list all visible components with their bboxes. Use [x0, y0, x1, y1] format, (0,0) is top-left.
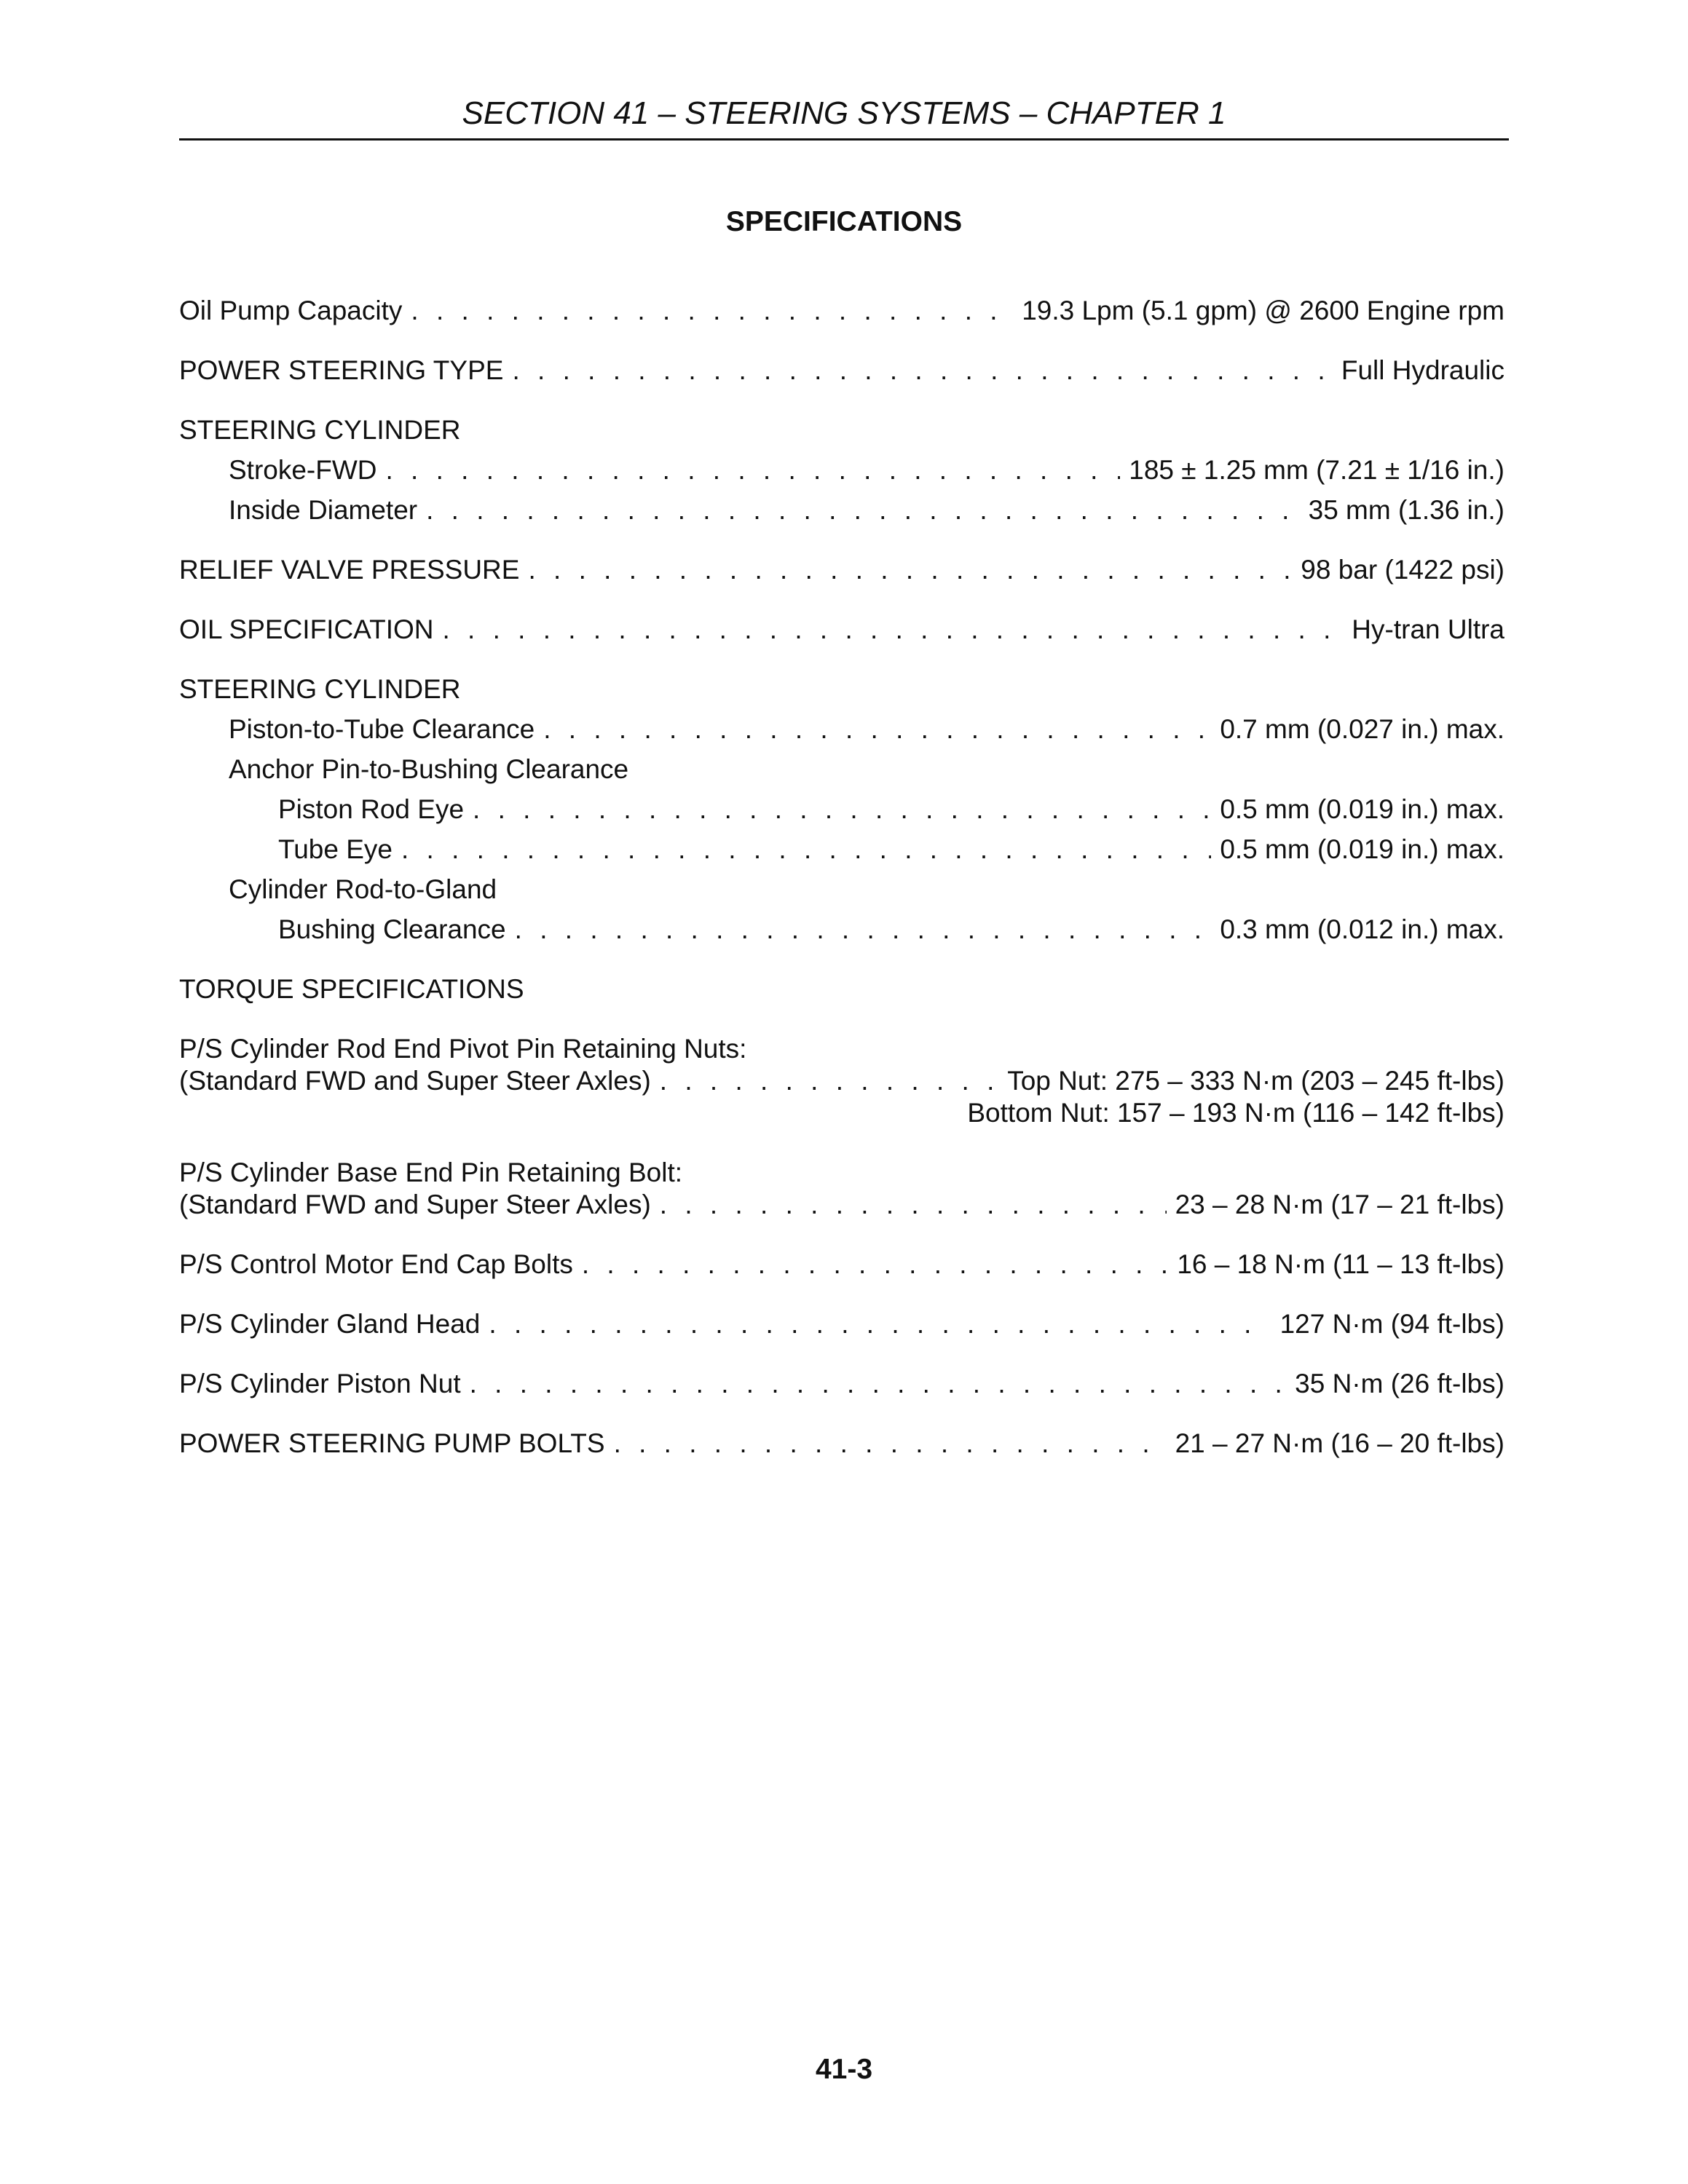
spec-value: 0.3 mm (0.012 in.) max.: [1220, 914, 1504, 944]
spec-value: 35 mm (1.36 in.): [1308, 495, 1504, 525]
spec-row-end-cap: [179, 1249, 1504, 1281]
dot-leader: [473, 794, 1211, 826]
spec-value: 23 – 28 N·m (17 – 21 ft-lbs): [1175, 1190, 1504, 1219]
dot-leader: [443, 614, 1344, 646]
spec-label: (Standard FWD and Super Steer Axles): [179, 1066, 651, 1096]
dot-leader: [614, 1428, 1167, 1460]
dot-leader: [543, 713, 1211, 745]
group-title-steering-cylinder-2: STEERING CYLINDER: [179, 674, 461, 704]
spec-row-oil-spec: [179, 614, 1504, 646]
spec-value: 16 – 18 N·m (11 – 13 ft-lbs): [1177, 1249, 1504, 1279]
spec-label: Piston Rod Eye: [278, 794, 465, 824]
spec-row-gland-head: [179, 1308, 1504, 1340]
spec-value: Full Hydraulic: [1341, 355, 1504, 385]
subgroup-title-rod-to-gland: Cylinder Rod-to-Gland: [229, 874, 497, 904]
spec-label: Bushing Clearance: [278, 914, 506, 944]
spec-label: P/S Cylinder Piston Nut: [179, 1369, 461, 1398]
page-header: SECTION 41 – STEERING SYSTEMS – CHAPTER 1: [462, 95, 1226, 131]
spec-value: 0.7 mm (0.027 in.) max.: [1220, 714, 1504, 744]
spec-value: 98 bar (1422 psi): [1301, 555, 1504, 585]
header-rule: [179, 138, 1509, 141]
spec-value: 21 – 27 N·m (16 – 20 ft-lbs): [1175, 1428, 1504, 1458]
spec-row-piston-nut: [179, 1368, 1504, 1400]
dot-leader: [411, 295, 1013, 327]
spec-row-inside-diameter: [179, 494, 1504, 526]
spec-row-ps-type: [179, 355, 1504, 387]
spec-label: Inside Diameter: [229, 495, 418, 525]
spec-title-base-end: P/S Cylinder Base End Pin Retaining Bolt:: [179, 1158, 683, 1187]
spec-label: (Standard FWD and Super Steer Axles): [179, 1190, 651, 1219]
spec-row-bushing-clearance: [179, 914, 1504, 946]
page-number: 41-3: [815, 2054, 873, 2085]
group-title-torque: TORQUE SPECIFICATIONS: [179, 974, 524, 1004]
spec-label: RELIEF VALVE PRESSURE: [179, 555, 520, 585]
subgroup-title-anchor-pin: Anchor Pin-to-Bushing Clearance: [229, 754, 629, 784]
spec-value: 185 ± 1.25 mm (7.21 ± 1/16 in.): [1129, 455, 1504, 485]
spec-row-tube-eye: [179, 834, 1504, 866]
spec-row-relief: [179, 554, 1504, 586]
dot-leader: [515, 914, 1212, 946]
dot-leader: [470, 1368, 1287, 1400]
spec-value: 35 N·m (26 ft-lbs): [1295, 1369, 1504, 1398]
spec-label: Oil Pump Capacity: [179, 296, 403, 325]
dot-leader: [582, 1249, 1168, 1281]
spec-label: POWER STEERING TYPE: [179, 355, 504, 385]
dot-leader: [660, 1065, 998, 1097]
dot-leader: [489, 1308, 1271, 1340]
spec-row-piston-tube: [179, 713, 1504, 745]
spec-title-rod-end: P/S Cylinder Rod End Pivot Pin Retaining Nuts:: [179, 1034, 747, 1064]
spec-label: P/S Cylinder Gland Head: [179, 1309, 481, 1339]
spec-value-bottom-nut: Bottom Nut: 157 – 193 N·m (116 – 142 ft-lbs): [967, 1098, 1504, 1128]
spec-label: Stroke-FWD: [229, 455, 377, 485]
spec-label: POWER STEERING PUMP BOLTS: [179, 1428, 605, 1458]
spec-value: Top Nut: 275 – 333 N·m (203 – 245 ft-lbs): [1007, 1066, 1504, 1096]
spec-value: 127 N·m (94 ft-lbs): [1279, 1309, 1504, 1339]
spec-label: Piston-to-Tube Clearance: [229, 714, 535, 744]
spec-value: Hy-tran Ultra: [1352, 614, 1504, 644]
spec-row-oil-pump: [179, 295, 1504, 327]
dot-leader: [512, 355, 1332, 387]
spec-row-stroke: [179, 454, 1504, 486]
spec-row-piston-rod-eye: [179, 794, 1504, 826]
spec-label: Tube Eye: [278, 834, 393, 864]
dot-leader: [528, 554, 1292, 586]
spec-label: OIL SPECIFICATION: [179, 614, 434, 644]
spec-value: 0.5 mm (0.019 in.) max.: [1220, 834, 1504, 864]
dot-leader: [660, 1189, 1167, 1221]
spec-row-base-end: [179, 1189, 1504, 1221]
dot-leader: [386, 454, 1121, 486]
spec-value: 0.5 mm (0.019 in.) max.: [1220, 794, 1504, 824]
section-heading: SPECIFICATIONS: [725, 206, 963, 237]
spec-label: P/S Control Motor End Cap Bolts: [179, 1249, 573, 1279]
spec-row-rod-end: [179, 1065, 1504, 1097]
dot-leader: [426, 494, 1300, 526]
dot-leader: [401, 834, 1211, 866]
group-title-steering-cylinder: STEERING CYLINDER: [179, 415, 461, 445]
spec-list: [179, 295, 1504, 1460]
spec-value: 19.3 Lpm (5.1 gpm) @ 2600 Engine rpm: [1022, 296, 1504, 325]
spec-row-pump-bolts: [179, 1428, 1504, 1460]
